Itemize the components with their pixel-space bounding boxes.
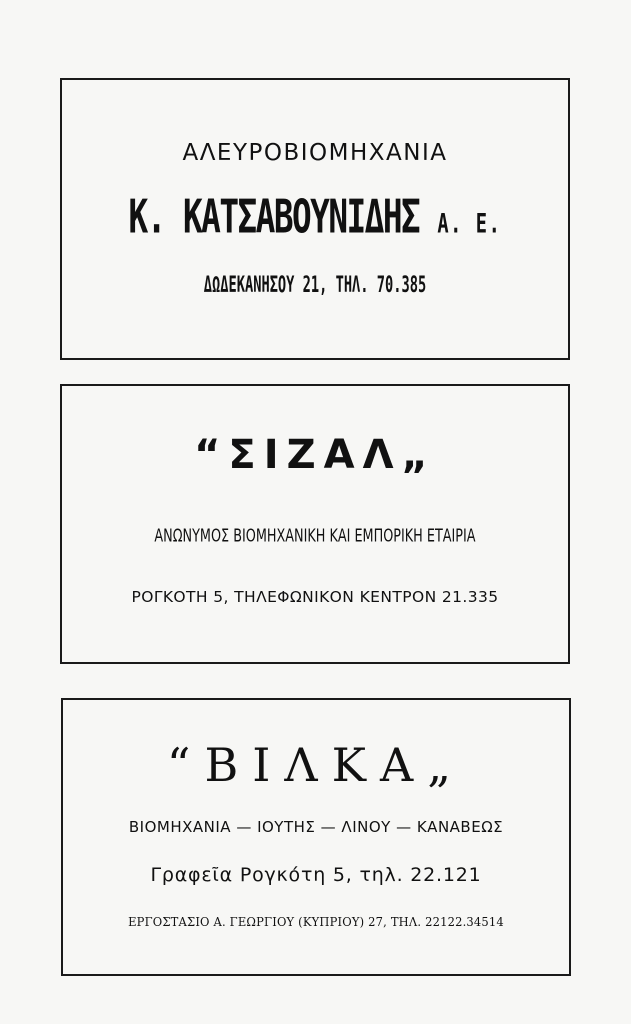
ad2-brand-name: “ΣΙΖΑΛ„ xyxy=(194,432,436,478)
advertisement-sizal xyxy=(60,384,570,664)
ad1-category: ΑΛΕΥΡΟΒΙΟΜΗΧΑΝΙΑ xyxy=(182,140,448,166)
advertisement-katsavounidis xyxy=(60,78,570,360)
ad3-offices: Γραφεῖα Ρογκότη 5, τηλ. 22.121 xyxy=(150,864,482,886)
ad3-factory: ΕΡΓΟΣΤΑΣΙΟ Α. ΓΕΩΡΓΙΟΥ (ΚΥΠΡΙΟΥ) 27, ΤΗΛ. 22122.34514 xyxy=(128,914,504,929)
ad1-company-main: Κ. ΚΑΤΣΑΒΟΥΝΙΔΗΣ xyxy=(128,189,420,244)
ad1-company-name xyxy=(118,190,513,244)
ad1-company-suffix: Α. Ε. xyxy=(437,208,502,240)
ad2-company-type: ΑΝΩΝΥΜΟΣ ΒΙΟΜΗΧΑΝΙΚΗ ΚΑΙ ΕΜΠΟΡΙΚΗ ΕΤΑΙΡΙΑ xyxy=(154,525,476,546)
ad2-address: ΡΟΓΚΟΤΗ 5, ΤΗΛΕΦΩΝΙΚΟΝ ΚΕΝΤΡΟΝ 21.335 xyxy=(131,588,499,606)
ad1-address: ΔΩΔΕΚΑΝΗΣΟΥ 21, ΤΗΛ. 70.385 xyxy=(203,272,427,298)
ad3-brand-name: “ΒΙΛΚΑ„ xyxy=(166,738,466,792)
ad3-industry: ΒΙΟΜΗΧΑΝΙΑ — ΙΟΥΤΗΣ — ΛΙΝΟΥ — ΚΑΝΑΒΕΩΣ xyxy=(128,818,504,836)
advertisement-vilka xyxy=(61,698,571,976)
